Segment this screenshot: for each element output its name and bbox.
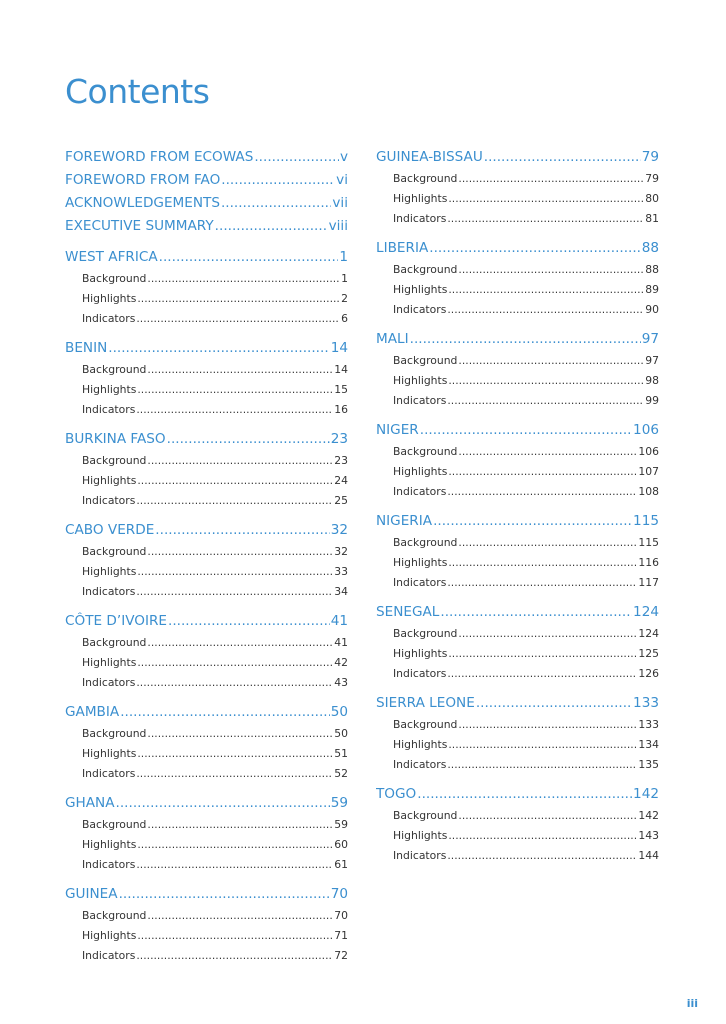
dot-leader: [137, 380, 333, 400]
toc-entry-label: Indicators: [393, 576, 447, 589]
toc-entry-page-number: 88: [645, 263, 659, 276]
toc-entry-page-number: 144: [638, 849, 659, 862]
toc-entry-page-number: 59: [334, 818, 348, 831]
dot-leader: [476, 692, 632, 715]
toc-entry-label: Highlights: [393, 374, 448, 387]
toc-entry-page-number: 43: [334, 676, 348, 689]
dot-leader: [458, 806, 637, 826]
toc-entry-label: Indicators: [393, 667, 447, 680]
toc-subentry-indicators[interactable]: [376, 755, 659, 775]
dot-leader: [448, 280, 644, 300]
dot-leader: [147, 451, 333, 471]
toc-subentry-background[interactable]: [376, 715, 659, 735]
toc-subentry-indicators[interactable]: [65, 764, 348, 784]
toc-subentry-highlights[interactable]: [65, 380, 348, 400]
toc-left-column: [65, 146, 348, 966]
toc-subentry-highlights[interactable]: [376, 553, 659, 573]
toc-entry-page-number: 24: [334, 474, 348, 487]
toc-entry-page-number: 133: [638, 718, 659, 731]
toc-entry-page-number: 142: [638, 809, 659, 822]
toc-entry-label: Background: [82, 272, 147, 285]
toc-entry-label: Background: [393, 354, 458, 367]
toc-entry-label: GHANA: [65, 795, 115, 811]
toc-subentry-background[interactable]: [376, 351, 659, 371]
toc-entry-label: CABO VERDE: [65, 522, 155, 538]
toc-subentry-indicators[interactable]: [376, 209, 659, 229]
toc-entry-page-number: 16: [334, 403, 348, 416]
dot-leader: [137, 471, 333, 491]
toc-entry-page-number: 1: [339, 249, 348, 265]
toc-section-acknowledgements[interactable]: [65, 192, 348, 215]
toc-subentry-background[interactable]: [376, 169, 659, 189]
toc-entry-label: Background: [82, 727, 147, 740]
dot-leader: [458, 351, 644, 371]
toc-entry-label: Background: [393, 536, 458, 549]
dot-leader: [433, 510, 632, 533]
toc-entry-label: Background: [82, 454, 147, 467]
toc-entry-page-number: 143: [638, 829, 659, 842]
toc-entry-label: TOGO: [376, 786, 417, 802]
toc-entry-page-number: 50: [334, 727, 348, 740]
toc-entry-page-number: 52: [334, 767, 348, 780]
dot-leader: [147, 269, 340, 289]
dot-leader: [448, 553, 637, 573]
toc-entry-page-number: 34: [334, 585, 348, 598]
toc-entry-page-number: 115: [633, 513, 659, 529]
toc-subentry-highlights[interactable]: [376, 371, 659, 391]
toc-entry-label: Indicators: [393, 303, 447, 316]
toc-subentry-indicators[interactable]: [376, 482, 659, 502]
dot-leader: [120, 701, 329, 724]
toc-section-executive-summary[interactable]: [65, 215, 348, 238]
dot-leader: [147, 633, 333, 653]
dot-leader: [458, 624, 637, 644]
toc-section-gambia[interactable]: [65, 701, 348, 724]
toc-section-ghana[interactable]: [65, 792, 348, 815]
toc-subentry-background[interactable]: [65, 451, 348, 471]
toc-entry-page-number: 23: [334, 454, 348, 467]
toc-entry-page-number: 117: [638, 576, 659, 589]
dot-leader: [410, 328, 641, 351]
dot-leader: [447, 755, 637, 775]
toc-entry-label: WEST AFRICA: [65, 249, 158, 265]
toc-entry-page-number: 124: [633, 604, 659, 620]
toc-subentry-indicators[interactable]: [65, 491, 348, 511]
toc-entry-page-number: 32: [334, 545, 348, 558]
toc-section-senegal[interactable]: [376, 601, 659, 624]
toc-section-foreword-from-ecowas[interactable]: [65, 146, 348, 169]
dot-leader: [448, 189, 644, 209]
dot-leader: [254, 146, 339, 169]
toc-entry-page-number: 14: [334, 363, 348, 376]
toc-entry-page-number: 115: [638, 536, 659, 549]
toc-entry-label: Background: [82, 909, 147, 922]
toc-entry-page-number: viii: [328, 218, 348, 234]
toc-entry-label: Indicators: [82, 767, 136, 780]
toc-entry-page-number: 61: [334, 858, 348, 871]
toc-entry-page-number: 59: [330, 795, 348, 811]
toc-entry-label: Indicators: [82, 494, 136, 507]
dot-leader: [448, 826, 637, 846]
toc-subentry-indicators[interactable]: [65, 582, 348, 602]
dot-leader: [221, 169, 335, 192]
toc-entry-label: Highlights: [393, 829, 448, 842]
dot-leader: [136, 309, 340, 329]
toc-entry-page-number: 70: [330, 886, 348, 902]
toc-subentry-highlights[interactable]: [65, 653, 348, 673]
toc-entry-label: Highlights: [82, 565, 137, 578]
toc-entry-label: BENIN: [65, 340, 108, 356]
toc-subentry-highlights[interactable]: [376, 462, 659, 482]
toc-entry-label: SIERRA LEONE: [376, 695, 475, 711]
toc-entry-label: Indicators: [82, 585, 136, 598]
dot-leader: [136, 946, 333, 966]
toc-entry-label: LIBERIA: [376, 240, 429, 256]
toc-subentry-background[interactable]: [65, 269, 348, 289]
toc-subentry-background[interactable]: [376, 442, 659, 462]
toc-entry-label: Highlights: [393, 556, 448, 569]
dot-leader: [458, 442, 637, 462]
toc-section-mali[interactable]: [376, 328, 659, 351]
toc-entry-label: Highlights: [82, 292, 137, 305]
toc-section-burkina-faso[interactable]: [65, 428, 348, 451]
toc-entry-label: Indicators: [393, 849, 447, 862]
toc-entry-label: GUINEA: [65, 886, 118, 902]
dot-leader: [448, 462, 637, 482]
toc-entry-page-number: 98: [645, 374, 659, 387]
toc-entry-label: Highlights: [393, 465, 448, 478]
toc-entry-label: Indicators: [82, 403, 136, 416]
toc-entry-page-number: 134: [638, 738, 659, 751]
dot-leader: [447, 300, 644, 320]
toc-entry-page-number: 116: [638, 556, 659, 569]
toc-entry-page-number: 106: [633, 422, 659, 438]
toc-entry-label: Background: [393, 172, 458, 185]
dot-leader: [447, 846, 637, 866]
toc-entry-label: Background: [393, 627, 458, 640]
toc-entry-label: Highlights: [82, 474, 137, 487]
dot-leader: [136, 855, 333, 875]
toc-entry-page-number: 51: [334, 747, 348, 760]
toc-entry-page-number: 90: [645, 303, 659, 316]
dot-leader: [447, 664, 637, 684]
dot-leader: [137, 744, 333, 764]
dot-leader: [458, 533, 637, 553]
toc-entry-label: Background: [82, 818, 147, 831]
toc-subentry-highlights[interactable]: [65, 835, 348, 855]
toc-section-niger[interactable]: [376, 419, 659, 442]
dot-leader: [448, 735, 637, 755]
dot-leader: [447, 209, 644, 229]
toc-entry-label: Highlights: [82, 747, 137, 760]
toc-entry-page-number: 72: [334, 949, 348, 962]
dot-leader: [167, 428, 330, 451]
toc-entry-label: EXECUTIVE SUMMARY: [65, 218, 214, 234]
dot-leader: [440, 601, 632, 624]
toc-section-guinea[interactable]: [65, 883, 348, 906]
toc-entry-page-number: 81: [645, 212, 659, 225]
toc-subentry-indicators[interactable]: [65, 400, 348, 420]
toc-subentry-background[interactable]: [376, 624, 659, 644]
toc-entry-label: FOREWORD FROM ECOWAS: [65, 149, 254, 165]
dot-leader: [447, 482, 637, 502]
toc-right-column: [376, 146, 659, 866]
dot-leader: [420, 419, 632, 442]
toc-subentry-highlights[interactable]: [376, 644, 659, 664]
toc-subentry-indicators[interactable]: [376, 391, 659, 411]
dot-leader: [155, 519, 329, 542]
toc-entry-label: Indicators: [82, 312, 136, 325]
toc-entry-label: SENEGAL: [376, 604, 440, 620]
toc-subentry-highlights[interactable]: [376, 189, 659, 209]
toc-entry-page-number: 142: [633, 786, 659, 802]
dot-leader: [147, 815, 333, 835]
toc-subentry-background[interactable]: [65, 360, 348, 380]
toc-entry-page-number: 106: [638, 445, 659, 458]
toc-entry-page-number: 14: [330, 340, 348, 356]
toc-entry-page-number: 97: [645, 354, 659, 367]
toc-subentry-background[interactable]: [65, 815, 348, 835]
toc-section-west-africa[interactable]: [65, 246, 348, 269]
toc-entry-page-number: vi: [336, 172, 348, 188]
dot-leader: [147, 724, 333, 744]
toc-entry-page-number: 125: [638, 647, 659, 660]
dot-leader: [159, 246, 339, 269]
toc-entry-label: Background: [82, 363, 147, 376]
dot-leader: [168, 610, 330, 633]
toc-section-sierra-leone[interactable]: [376, 692, 659, 715]
toc-entry-label: Background: [393, 445, 458, 458]
dot-leader: [136, 582, 333, 602]
dot-leader: [448, 371, 644, 391]
dot-leader: [448, 644, 637, 664]
toc-subentry-indicators[interactable]: [376, 573, 659, 593]
toc-entry-page-number: 33: [334, 565, 348, 578]
dot-leader: [137, 562, 333, 582]
toc-entry-label: Background: [393, 809, 458, 822]
toc-section-togo[interactable]: [376, 783, 659, 806]
toc-entry-page-number: 88: [641, 240, 659, 256]
toc-entry-label: Indicators: [393, 485, 447, 498]
toc-entry-label: Indicators: [82, 949, 136, 962]
toc-subentry-highlights[interactable]: [65, 562, 348, 582]
toc-subentry-indicators[interactable]: [376, 300, 659, 320]
toc-entry-label: Highlights: [393, 738, 448, 751]
toc-entry-page-number: 107: [638, 465, 659, 478]
dot-leader: [108, 337, 329, 360]
toc-entry-label: Background: [393, 263, 458, 276]
toc-subentry-highlights[interactable]: [65, 471, 348, 491]
toc-entry-page-number: 97: [641, 331, 659, 347]
toc-subentry-highlights[interactable]: [65, 744, 348, 764]
toc-entry-page-number: 71: [334, 929, 348, 942]
toc-subentry-background[interactable]: [376, 806, 659, 826]
toc-entry-page-number: 2: [341, 292, 348, 305]
toc-entry-label: GUINEA-BISSAU: [376, 149, 483, 165]
dot-leader: [136, 491, 333, 511]
toc-entry-page-number: 42: [334, 656, 348, 669]
toc-entry-page-number: 25: [334, 494, 348, 507]
toc-entry-label: NIGERIA: [376, 513, 433, 529]
toc-entry-page-number: v: [339, 149, 348, 165]
toc-entry-label: Indicators: [82, 858, 136, 871]
toc-entry-page-number: 41: [334, 636, 348, 649]
toc-entry-page-number: 15: [334, 383, 348, 396]
toc-entry-page-number: 126: [638, 667, 659, 680]
dot-leader: [137, 653, 333, 673]
page-title: Contents: [65, 72, 210, 111]
dot-leader: [447, 573, 637, 593]
dot-leader: [417, 783, 632, 806]
dot-leader: [137, 926, 333, 946]
toc-entry-page-number: 135: [638, 758, 659, 771]
toc-entry-page-number: 6: [341, 312, 348, 325]
toc-entry-label: NIGER: [376, 422, 419, 438]
toc-section-liberia[interactable]: [376, 237, 659, 260]
dot-leader: [116, 792, 330, 815]
toc-section-guinea-bissau[interactable]: [376, 146, 659, 169]
toc-subentry-indicators[interactable]: [65, 673, 348, 693]
toc-entry-label: ACKNOWLEDGEMENTS: [65, 195, 220, 211]
dot-leader: [136, 673, 333, 693]
toc-subentry-background[interactable]: [376, 533, 659, 553]
toc-entry-page-number: 60: [334, 838, 348, 851]
toc-entry-label: Indicators: [82, 676, 136, 689]
toc-entry-page-number: 99: [645, 394, 659, 407]
toc-entry-label: GAMBIA: [65, 704, 120, 720]
dot-leader: [458, 169, 644, 189]
toc-entry-page-number: 124: [638, 627, 659, 640]
toc-section-foreword-from-fao[interactable]: [65, 169, 348, 192]
toc-entry-label: Background: [82, 545, 147, 558]
toc-subentry-indicators[interactable]: [376, 664, 659, 684]
dot-leader: [147, 360, 333, 380]
dot-leader: [137, 289, 340, 309]
toc-entry-page-number: 32: [330, 522, 348, 538]
toc-entry-page-number: 41: [330, 613, 348, 629]
dot-leader: [119, 883, 330, 906]
dot-leader: [221, 192, 331, 215]
toc-entry-label: CÔTE D’IVOIRE: [65, 613, 168, 629]
toc-entry-label: MALI: [376, 331, 409, 347]
dot-leader: [147, 542, 333, 562]
toc-entry-label: Highlights: [393, 647, 448, 660]
dot-leader: [215, 215, 328, 238]
toc-entry-label: Highlights: [82, 838, 137, 851]
toc-subentry-indicators[interactable]: [65, 855, 348, 875]
toc-entry-label: Indicators: [393, 212, 447, 225]
toc-entry-label: Highlights: [82, 656, 137, 669]
toc-entry-label: Background: [393, 718, 458, 731]
toc-entry-label: FOREWORD FROM FAO: [65, 172, 221, 188]
toc-subentry-highlights[interactable]: [376, 280, 659, 300]
toc-entry-page-number: 70: [334, 909, 348, 922]
dot-leader: [147, 906, 333, 926]
toc-section-cabo-verde[interactable]: [65, 519, 348, 542]
toc-entry-label: Highlights: [82, 383, 137, 396]
toc-subentry-highlights[interactable]: [376, 735, 659, 755]
dot-leader: [136, 400, 333, 420]
toc-entry-label: Indicators: [393, 394, 447, 407]
dot-leader: [484, 146, 641, 169]
toc-entry-page-number: 80: [645, 192, 659, 205]
toc-entry-page-number: vii: [332, 195, 348, 211]
toc-entry-page-number: 79: [641, 149, 659, 165]
toc-subentry-indicators[interactable]: [376, 846, 659, 866]
dot-leader: [136, 764, 333, 784]
toc-subentry-background[interactable]: [65, 906, 348, 926]
toc-section-cote-d-ivoire[interactable]: [65, 610, 348, 633]
toc-subentry-indicators[interactable]: [65, 309, 348, 329]
toc-entry-page-number: 89: [645, 283, 659, 296]
toc-entry-page-number: 50: [330, 704, 348, 720]
toc-entry-page-number: 79: [645, 172, 659, 185]
dot-leader: [429, 237, 640, 260]
toc-entry-label: BURKINA FASO: [65, 431, 166, 447]
toc-entry-page-number: 23: [330, 431, 348, 447]
dot-leader: [447, 391, 644, 411]
toc-entry-label: Indicators: [393, 758, 447, 771]
toc-entry-label: Highlights: [82, 929, 137, 942]
toc-subentry-background[interactable]: [65, 724, 348, 744]
toc-section-benin[interactable]: [65, 337, 348, 360]
dot-leader: [137, 835, 333, 855]
toc-entry-label: Highlights: [393, 192, 448, 205]
toc-entry-page-number: 133: [633, 695, 659, 711]
page-number: iii: [686, 997, 698, 1010]
toc-subentry-indicators[interactable]: [65, 946, 348, 966]
toc-subentry-background[interactable]: [65, 542, 348, 562]
toc-subentry-background[interactable]: [65, 633, 348, 653]
dot-leader: [458, 260, 644, 280]
toc-entry-label: Highlights: [393, 283, 448, 296]
toc-entry-page-number: 108: [638, 485, 659, 498]
toc-subentry-highlights[interactable]: [65, 289, 348, 309]
dot-leader: [458, 715, 637, 735]
toc-subentry-highlights[interactable]: [376, 826, 659, 846]
toc-subentry-highlights[interactable]: [65, 926, 348, 946]
toc-section-nigeria[interactable]: [376, 510, 659, 533]
toc-entry-page-number: 1: [341, 272, 348, 285]
toc-subentry-background[interactable]: [376, 260, 659, 280]
toc-entry-label: Background: [82, 636, 147, 649]
